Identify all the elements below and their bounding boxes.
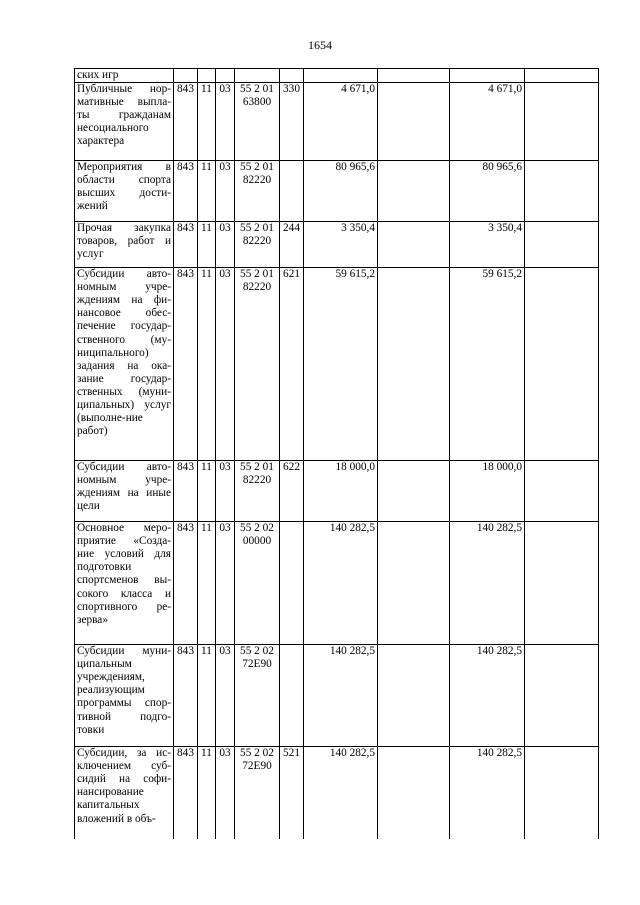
row-name: Субсидии муни-ципальным учреждениям, реализующим программы спор-тивной подго-товки — [75, 645, 174, 747]
amount-total: 80 965,6 — [304, 161, 378, 222]
ved-code: 843 — [174, 83, 198, 161]
ved-code: 843 — [174, 161, 198, 222]
target-article-code: 55 2 02 00000 — [235, 522, 280, 645]
table-row — [75, 645, 599, 747]
expense-type-code: 521 — [280, 747, 304, 839]
amount-total: 140 282,5 — [304, 747, 378, 839]
table-row — [75, 83, 599, 161]
amount-col-3: 59 615,2 — [450, 268, 525, 461]
section-code: 11 — [198, 268, 216, 461]
target-article-code: 55 2 01 82220 — [235, 461, 280, 522]
ved-code: 843 — [174, 268, 198, 461]
amount-col-3: 80 965,6 — [450, 161, 525, 222]
expense-type-code: 621 — [280, 268, 304, 461]
amount-col-2 — [378, 222, 450, 268]
section-code: 11 — [198, 161, 216, 222]
ved-code: 843 — [174, 645, 198, 747]
amount-col-2 — [378, 645, 450, 747]
amount-col-4 — [525, 522, 599, 645]
amount-col-2 — [378, 461, 450, 522]
amount-col-2 — [378, 83, 450, 161]
ved-code: 843 — [174, 747, 198, 839]
amount-col-3: 140 282,5 — [450, 747, 525, 839]
subsection-code: 03 — [216, 645, 235, 747]
amount-col-4 — [525, 222, 599, 268]
row-name: Мероприятия в области спорта высших дости-жений — [75, 161, 174, 222]
amount-total: 18 000,0 — [304, 461, 378, 522]
budget-table — [74, 68, 599, 839]
continuation-text: ских игр — [75, 69, 174, 83]
subsection-code: 03 — [216, 747, 235, 839]
amount-col-2 — [378, 161, 450, 222]
table-row — [75, 747, 599, 839]
amount-col-4 — [525, 747, 599, 839]
amount-col-4 — [525, 268, 599, 461]
page-number: 1654 — [308, 38, 332, 52]
subsection-code: 03 — [216, 522, 235, 645]
amount-total: 140 282,5 — [304, 645, 378, 747]
row-name: Субсидии авто-номным учре-ждениям на иные цели — [75, 461, 174, 522]
expense-type-code: 244 — [280, 222, 304, 268]
amount-total: 4 671,0 — [304, 83, 378, 161]
subsection-code: 03 — [216, 161, 235, 222]
section-code: 11 — [198, 222, 216, 268]
amount-col-3: 4 671,0 — [450, 83, 525, 161]
row-name: Субсидии, за ис-ключением суб-сидий на софи-нансирование капитальных вложений в объ- — [75, 747, 174, 839]
section-code: 11 — [198, 461, 216, 522]
expense-type-code — [280, 522, 304, 645]
section-code: 11 — [198, 645, 216, 747]
ved-code: 843 — [174, 222, 198, 268]
amount-col-4 — [525, 461, 599, 522]
section-code: 11 — [198, 83, 216, 161]
subsection-code: 03 — [216, 268, 235, 461]
row-name: Основное меро-приятие «Созда-ние условий для подготовки спортсменов вы-сокого класса и спортивного ре-зерва» — [75, 522, 174, 645]
ved-code: 843 — [174, 461, 198, 522]
amount-col-2 — [378, 522, 450, 645]
ved-code: 843 — [174, 522, 198, 645]
target-article-code: 55 2 01 82220 — [235, 161, 280, 222]
amount-col-2 — [378, 268, 450, 461]
amount-col-3: 140 282,5 — [450, 522, 525, 645]
section-code: 11 — [198, 747, 216, 839]
amount-col-4 — [525, 161, 599, 222]
target-article-code: 55 2 01 63800 — [235, 83, 280, 161]
row-name: Публичные нор-мативные выпла-ты гражданам несоциального характера — [75, 83, 174, 161]
expense-type-code: 622 — [280, 461, 304, 522]
row-name: Прочая закупка товаров, работ и услуг — [75, 222, 174, 268]
expense-type-code — [280, 645, 304, 747]
target-article-code: 55 2 01 82220 — [235, 268, 280, 461]
expense-type-code — [280, 161, 304, 222]
amount-total: 140 282,5 — [304, 522, 378, 645]
amount-col-3: 18 000,0 — [450, 461, 525, 522]
table-row — [75, 268, 599, 461]
subsection-code: 03 — [216, 222, 235, 268]
expense-type-code: 330 — [280, 83, 304, 161]
amount-col-3: 3 350,4 — [450, 222, 525, 268]
table-row — [75, 522, 599, 645]
row-name: Субсидии авто-номным учре-ждениям на фи-нансовое обес-печение государ-ственного (му-ниципального) задания на ока-зание государ-ственных (муни-ципальных) услуг (выполне-ние работ) — [75, 268, 174, 461]
continuation-row — [75, 69, 599, 83]
table-row — [75, 461, 599, 522]
target-article-code: 55 2 02 72Е90 — [235, 747, 280, 839]
amount-total: 59 615,2 — [304, 268, 378, 461]
table-row — [75, 222, 599, 268]
target-article-code: 55 2 01 82220 — [235, 222, 280, 268]
amount-col-4 — [525, 83, 599, 161]
amount-col-3: 140 282,5 — [450, 645, 525, 747]
subsection-code: 03 — [216, 461, 235, 522]
target-article-code: 55 2 02 72Е90 — [235, 645, 280, 747]
subsection-code: 03 — [216, 83, 235, 161]
table-row — [75, 161, 599, 222]
section-code: 11 — [198, 522, 216, 645]
amount-total: 3 350,4 — [304, 222, 378, 268]
amount-col-2 — [378, 747, 450, 839]
amount-col-4 — [525, 645, 599, 747]
